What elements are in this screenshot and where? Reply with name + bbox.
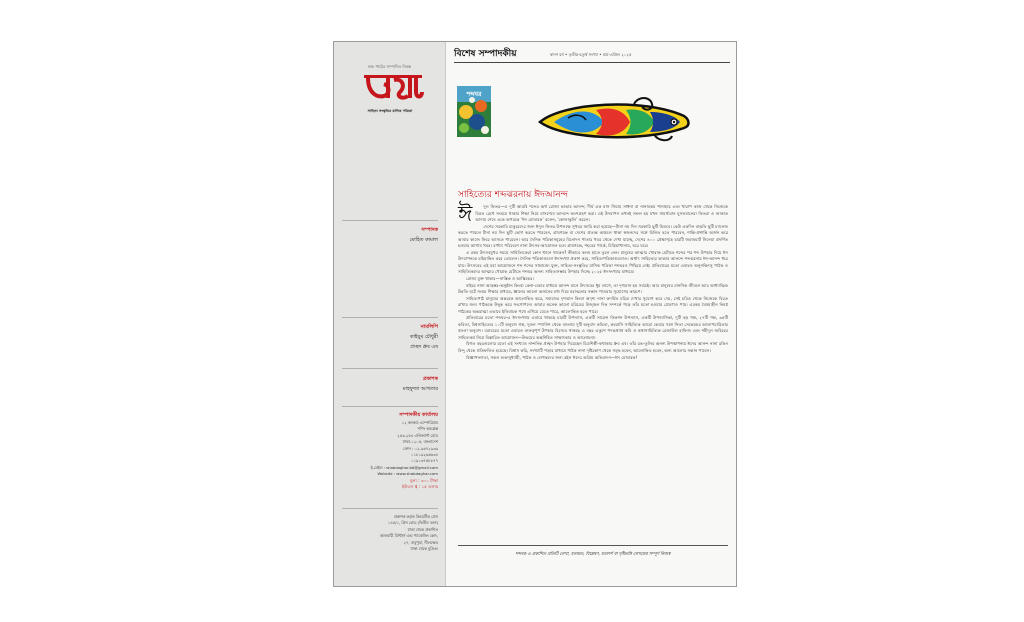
namlipi-role: নামলিপি [420,324,438,330]
sidebar-divider [342,317,438,318]
editor-credit [334,227,445,245]
body-paragraph: এ রকম উৎসবমুখর সময়ে সাহিত্যিকেরা কোন ধ্যানে থাকেন? কীভাবে কলম হাতে তুলে নেন। মানুষের আত্মার খোরাক মেটাতে শব্দের পর শব্দ উপহার দিয়ে ঈদ উদযাপনকে মহিমান্বিত করে তোলেন। দৈনিক পত্রিকাগুলো ঈদসংখ্যা প্রকাশ করে, সাহিত্যপত্রিকাগুলোও। অর্থাৎ সাহিত্যের ভান্ডার আনন্দে শব্দঝরনায় ঈদ-আনন্দ ধরে যায়। উৎসবের এই মহা আয়োজনে শব্দ শব্দের সাম্রাজ্যে যুক্ত, সাহিত্য-সংস্কৃতির মাসিক পত্রিকা শব্দঘরও পিছিয়ে নেই। প্রতিবারের মতো এবারও অনুসন্ধিৎসু পাঠক ও সাহিত্যিকদের আত্মার খোরাক মেটাতে শব্দঘর অনন্য সাহিত্যসম্ভার উপহার দিচ্ছে ২০২৫ ঈদসংখ্যার মাধ্যমে। [458,249,728,275]
sidebar-divider [342,220,438,221]
namlipi-credit [334,324,445,352]
phone-line: ০১৯১৩৭৫৮৮৭৭ [410,458,438,464]
shabdaghar-logo [362,72,424,104]
publisher-role: প্রকাশক [422,376,438,382]
price-usd-line: ইউএস $ : ১৫ ডলার [402,483,438,489]
website-line: Website : www.shabdaghar.com [377,471,438,477]
body-paragraph: সাহিত্যপাঠ মানুষের অন্তরকে আলোকিত করে, সমাজের দৃশ্যমান কিংবা অদৃশ্য নানা কদর্যিত চরিত্র দেখার সুযোগ করে দেয়, সেই চরিত্র থেকে নিজেকে বিরত রাখার জন্য পাঠককে উদ্বুদ্ধ করে সংগোপনে। আবার অনেক ভালো চরিত্রের উজ্জ্বল দিক সম্পর্কে পড়ে তাঁর মতো হওয়ার প্রেরণাও পায়। এরকম বৈষম্যহীন নিমগ্ন পাঠকের অন্তরাত্মা এভাবে ইতিবাচক পথে এগিয়ে যেতে পারে, আলোকিত হতে পারে। [458,295,728,314]
body-paragraph: রোজা মুক্ত থাকার—নাস্তিক ও আস্তিকের। [466,276,534,282]
office-title: সম্পাদকীয় কার্যালয় [399,412,438,418]
eid-fish-artwork [534,96,694,144]
drop-cap: ঈ [458,202,473,227]
masthead-tagline: শুদ্ধ পাঠের সম্পাদিত নিবন্ধ [367,64,412,69]
sidebar-divider [342,368,438,369]
cover-credit: প্রচ্ছদ ধ্রুব এষ [410,344,438,350]
office-address [334,412,445,490]
masthead-sidebar [334,42,446,586]
paragraph-text: দুল ফিতর—এ দুটি আরবি শব্দের অর্থ রোজা ভাঙার আনন্দ; দীর্ঘ এক মাস সিয়াম সাধনা বা নানাবকম পানাহার এবং খারাপ কাজ থেকে নিজেকে বিরত রেখে সংযমে থাকার শিক্ষা নিয়ে মাসশেষে আনন্দে অংশগ্রহণ করা। এই উদযাপন তখনই সফল হয় যখন সামর্থ্যবান মুসলমানেরা ফিতরা ও জাকাত আদায় শেষে একে অপরকে ‘ঈদ মোবারক’ বলেন, ‘কোলাকুলি’ করেন। [475,204,728,223]
editorial-headline: সাহিত্যের শব্দঝরনায় ঈদআনন্দ [458,190,568,200]
printer-line: ঢাকা থেকে মুদ্রিত। [410,546,438,552]
section-title: বিশেষ সম্পাদকীয় [454,49,517,59]
body-paragraph: বাইরে নানা আড়ম্বর-অনুষ্ঠান কিংবা কেনা-বেচার মাধ্যমে আনন্দ মানে উৎসবের ধুম লাগে, তা দৃশ্যমান হয় সর্বত্রই। আর মানুষের মানসিক জীবনে আর আধ্যাত্মিক উন্নতি ঘটে সংযম শিক্ষার মাধ্যমে, জ্ঞানের আলো অর্জনের মধ্য দিয়ে মহাত্মতার সন্ধান পাওয়ার সুযোগের কারণে। [458,282,728,295]
publisher-credit [334,376,445,394]
printer-line: আলমারী প্রিন্টার্স এন্ড প্যাকেজিং কোং, [379,533,438,539]
cover-title: শব্দঘর [466,91,482,98]
body-paragraph: বিজ্ঞাপনদাতা, সকল শুভানুধ্যায়ী, পাঠক ও লেখকদের জন্য রইল ঈদের অগ্রিম অভিবাদন—ঈদ মোবারক! [466,354,638,360]
body-paragraph [458,202,728,227]
issue-meta: দ্বাদশ বর্ষ • তৃতীয়-চতুর্থ সংখ্যা • মার্চ-এপ্রিল ২০২৫ [550,52,632,57]
address-line: ১২ কনকর্ড এম্পোরিয়াম [401,420,438,425]
body-paragraph: দেশের সরকারি চাকুরেদের জন্য ঈদুল ফিতর উপলক্ষে সুখবর জারি করা হয়েছে—টানা নয় দিন সরকারি ছুটি মিলবে। কেউ একদিন বাড়তি ছুটি ম্যানেজ করতে পারলে টানা নয় দিন ছুটি ভোগ করতে পারবেন, গ্রামগঞ্জে বা দেশের প্রত্যন্ত অঞ্চলে থাকা স্বজনদের সঙ্গে মিলিত হতে পারবেন, শান্তি-প্রশান্তি অর্জন করে আবার কাজে ফিরে আসতে পারবেন। আর দৈনিক পত্রিকাসমূহের বিনোদন পাতার খবর থেকে দেখা যাচ্ছে, দেশের ৪০০ প্রেক্ষাগৃহে চারটি জমজমাট সিনেমা প্রদর্শিত হওয়ার আগাম খবর। বর্ণাঢ্য পরিবেশে নানা উৎসব-আয়োজন চলে গ্রামগঞ্জে, শহরের পার্কে, চিড়িয়াখানায়, ঘরে ঘরে। [458,223,728,249]
disclaimer-note: শব্দঘর-এ প্রকাশিত প্রতিটি লেখা, মতামত, বিশ্লেষণ, মতাদর্শ বা দৃষ্টিভঙ্গি লেখকের সম্পূর্ণ নিজস্ব [515,551,671,556]
address-line: শপিং কমপ্লেক্স [417,426,438,432]
body-paragraph: বিগত বছরগুলোর মতো এই সংখ্যাও নান্দনিক প্রচ্ছদ উপহার দিয়েছেন চিত্রশিল্পী-কথাকার ধ্রুব এষ। তাঁর রঙ-তুলির অনন্য উপস্থাপনায় ঈদের আনন্দ নানা রঙিন বিন্দু থেকে প্রতিফলিত হয়েছে। বিশ্বাস করি, সংখ্যাটি পড়ার মাধ্যমে পাঠক নানা দৃষ্টিকোণ থেকে সমৃদ্ধ হবেন, আলোকিত হবেন, অন্য আলোর সন্ধান পাবেন। [458,341,728,354]
body-paragraph: প্রতিবারের মতো শব্দঘর-এ ঈদসংখ্যায় এবারে থাকছে চারটি উপন্যাস, একটি সায়েন্স ফিকশন উপন্যাস, একটি উপন্যাসিকা, দুটি বড় গল্প, ২৭টি গল্প, ৩৫টি কবিতা, বিশ্বসাহিত্যের ১০টি অনুবাদ গল্প, দুজন স্প্যানিশ থেকে বাংলায় দুটি অনুবাদ কবিতা, কবরাসি সাহিত্যিক আমো কেয়ার সঙ্গে সিতা সেকেন্ডের আলাপচারিতার বাংলা অনুবাদ। বরাবরের মতো এবারও গুরুত্বপূর্ণ উপহার হিসেবে থাকছে এ বছর একুশে পদকপ্রাপ্ত কবি ও কথাসাহিত্যিক রেজাউল হাফিজ এবং শহীদুল জহিরের সাহিত্যকর্ম নিয়ে বিস্তারিত আয়োজন—উভয়ের অন্তর্নিহিত সাক্ষাৎকার ও আলোচনা। [458,315,728,340]
editor-name: মোহিত কামাল [409,237,438,243]
printer-line: প্রকাশক কর্তৃক ক্রিয়েটিভ প্রেস [393,514,438,519]
address-line: ২৫৩-২৫৪ এলিফ্যান্ট রোড [397,432,438,438]
email-line: ই-মেইল : shabdaghar.bd@gmail.com [370,464,438,470]
publisher-name: মাহফুজা আখতার [402,386,438,392]
phone-line: ফোন : ০২-৯৬৭২৯৩৯ [403,445,438,451]
sidebar-divider [342,406,438,407]
editorial-body [458,204,728,361]
printer-line: ঢাকা থেকে প্রকাশিত [407,526,438,532]
editorial-main [446,42,736,586]
printer-line: ১৪৫/১, গ্রিন রোড (দ্বিতীয় তলা) [387,520,438,526]
logo-subtitle: সাহিত্য সংস্কৃতির মাসিক পত্রিকা [367,109,413,113]
phone-line: ০১৮১৯২৬৬৬৩৪ [410,452,438,458]
cover-thumbnail [457,86,491,137]
printer-info [334,514,445,552]
sidebar-divider [342,508,438,509]
footer-divider [458,545,728,546]
magazine-page [333,41,737,587]
editorial-header [454,48,730,63]
address-line: ঢাকা-১২০৫, বাংলাদেশ [402,439,438,445]
price-line: মূল্য : ৩০০ টাকা [410,477,438,483]
editor-role: সম্পাদক [421,227,438,233]
printer-line: ২৭, বাবুপুরা, নীলক্ষেত [403,539,438,545]
namlipi-name: কাইয়ুম চৌধুরী [409,334,438,340]
